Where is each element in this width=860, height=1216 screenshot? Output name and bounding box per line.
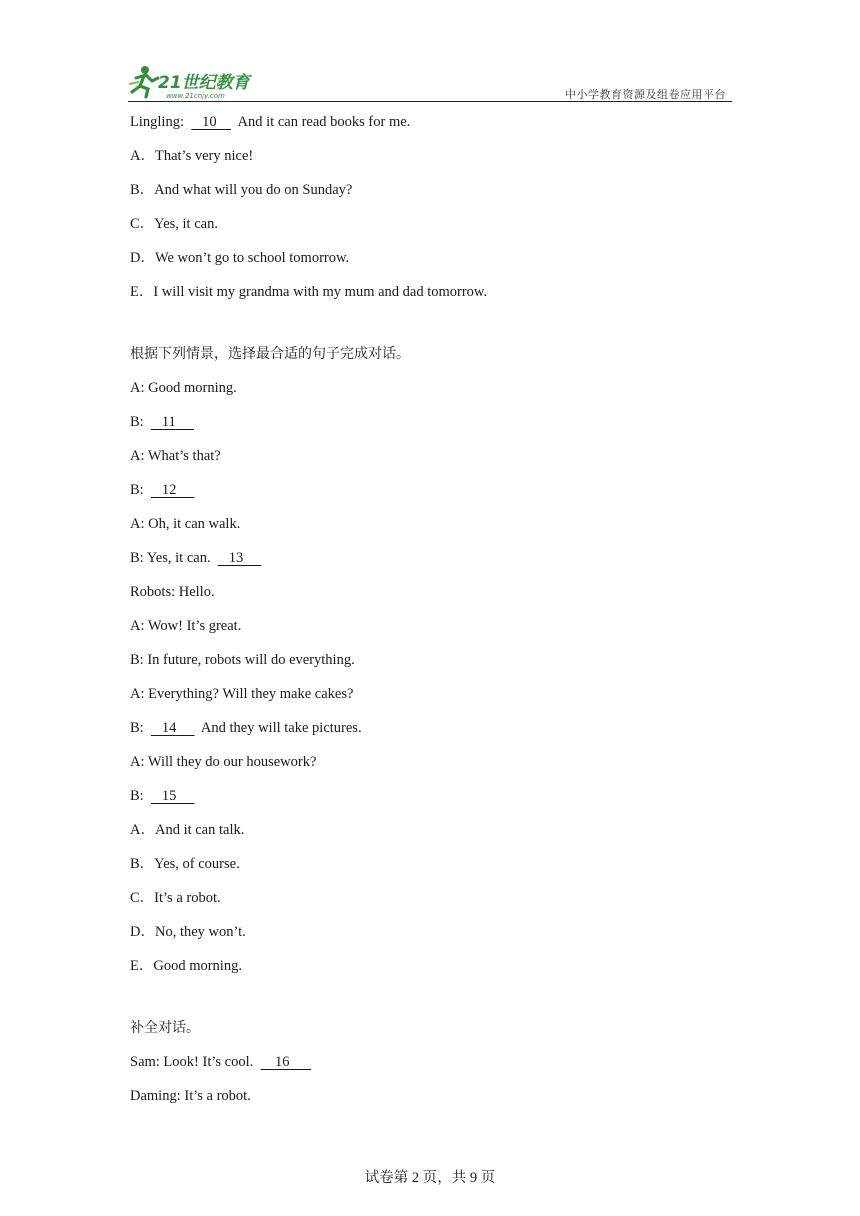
option-a: A．And it can talk.	[130, 822, 245, 838]
dialog-line-14: B: 14 And they will take pictures.	[130, 720, 362, 736]
option-e: E．I will visit my grandma with my mum and dad tomorrow.	[130, 284, 488, 300]
dialog-line: Robots: Hello.	[130, 584, 215, 600]
page-footer: 试卷第 2 页，共 9 页	[364, 1170, 496, 1186]
answer-blank-12[interactable]: 12	[150, 482, 195, 498]
option-b: B．And what will you do on Sunday?	[130, 182, 353, 198]
dialog-line: A: Will they do our housework?	[130, 754, 317, 770]
option-d: D．We won’t go to school tomorrow.	[130, 250, 350, 266]
section-spacer	[130, 990, 730, 1018]
dialog-line-16: Sam: Look! It’s cool. 16	[130, 1054, 312, 1070]
answer-blank-10[interactable]: 10	[191, 114, 232, 130]
option-d: D．No, they won’t.	[130, 924, 246, 940]
dialog-line: A: Good morning.	[130, 380, 237, 396]
answer-blank-14[interactable]: 14	[150, 720, 195, 736]
header-divider	[128, 101, 732, 102]
option-a: A．That’s very nice!	[130, 148, 254, 164]
dialog-line-15: B: 15	[130, 788, 195, 804]
exam-content	[130, 112, 730, 1120]
section-spacer	[130, 316, 730, 344]
dialog-line-11: B: 11	[130, 414, 194, 430]
option-c: C．It’s a robot.	[130, 890, 221, 906]
dialog-line: A: Wow! It’s great.	[130, 618, 242, 634]
answer-blank-11[interactable]: 11	[150, 414, 194, 430]
logo-url: www.21cnjy.com	[166, 92, 225, 100]
site-logo	[128, 64, 268, 100]
section-instruction: 根据下列情景，选择最合适的句子完成对话。	[130, 346, 410, 362]
logo-text: 21世纪教育	[158, 73, 250, 93]
option-c: C．Yes, it can.	[130, 216, 218, 232]
dialog-line: Daming: It’s a robot.	[130, 1088, 251, 1104]
answer-blank-16[interactable]: 16	[260, 1054, 312, 1070]
dialog-line: A: What’s that?	[130, 448, 221, 464]
dialog-line: A: Oh, it can walk.	[130, 516, 241, 532]
dialog-line: B: In future, robots will do everything.	[130, 652, 355, 668]
dialog-line-12: B: 12	[130, 482, 195, 498]
dialog-line: A: Everything? Will they make cakes?	[130, 686, 354, 702]
answer-blank-15[interactable]: 15	[150, 788, 195, 804]
header-tagline: 中小学教育资源及组卷应用平台	[565, 88, 726, 101]
dialog-line-13: B: Yes, it can. 13	[130, 550, 262, 566]
page-header	[128, 64, 732, 104]
option-b: B．Yes, of course.	[130, 856, 240, 872]
answer-blank-13[interactable]: 13	[217, 550, 262, 566]
section-instruction: 补全对话。	[130, 1020, 200, 1036]
question-line-10: Lingling: 10 And it can read books for me.	[130, 114, 411, 130]
option-e: E．Good morning.	[130, 958, 242, 974]
runner-icon	[130, 66, 158, 97]
